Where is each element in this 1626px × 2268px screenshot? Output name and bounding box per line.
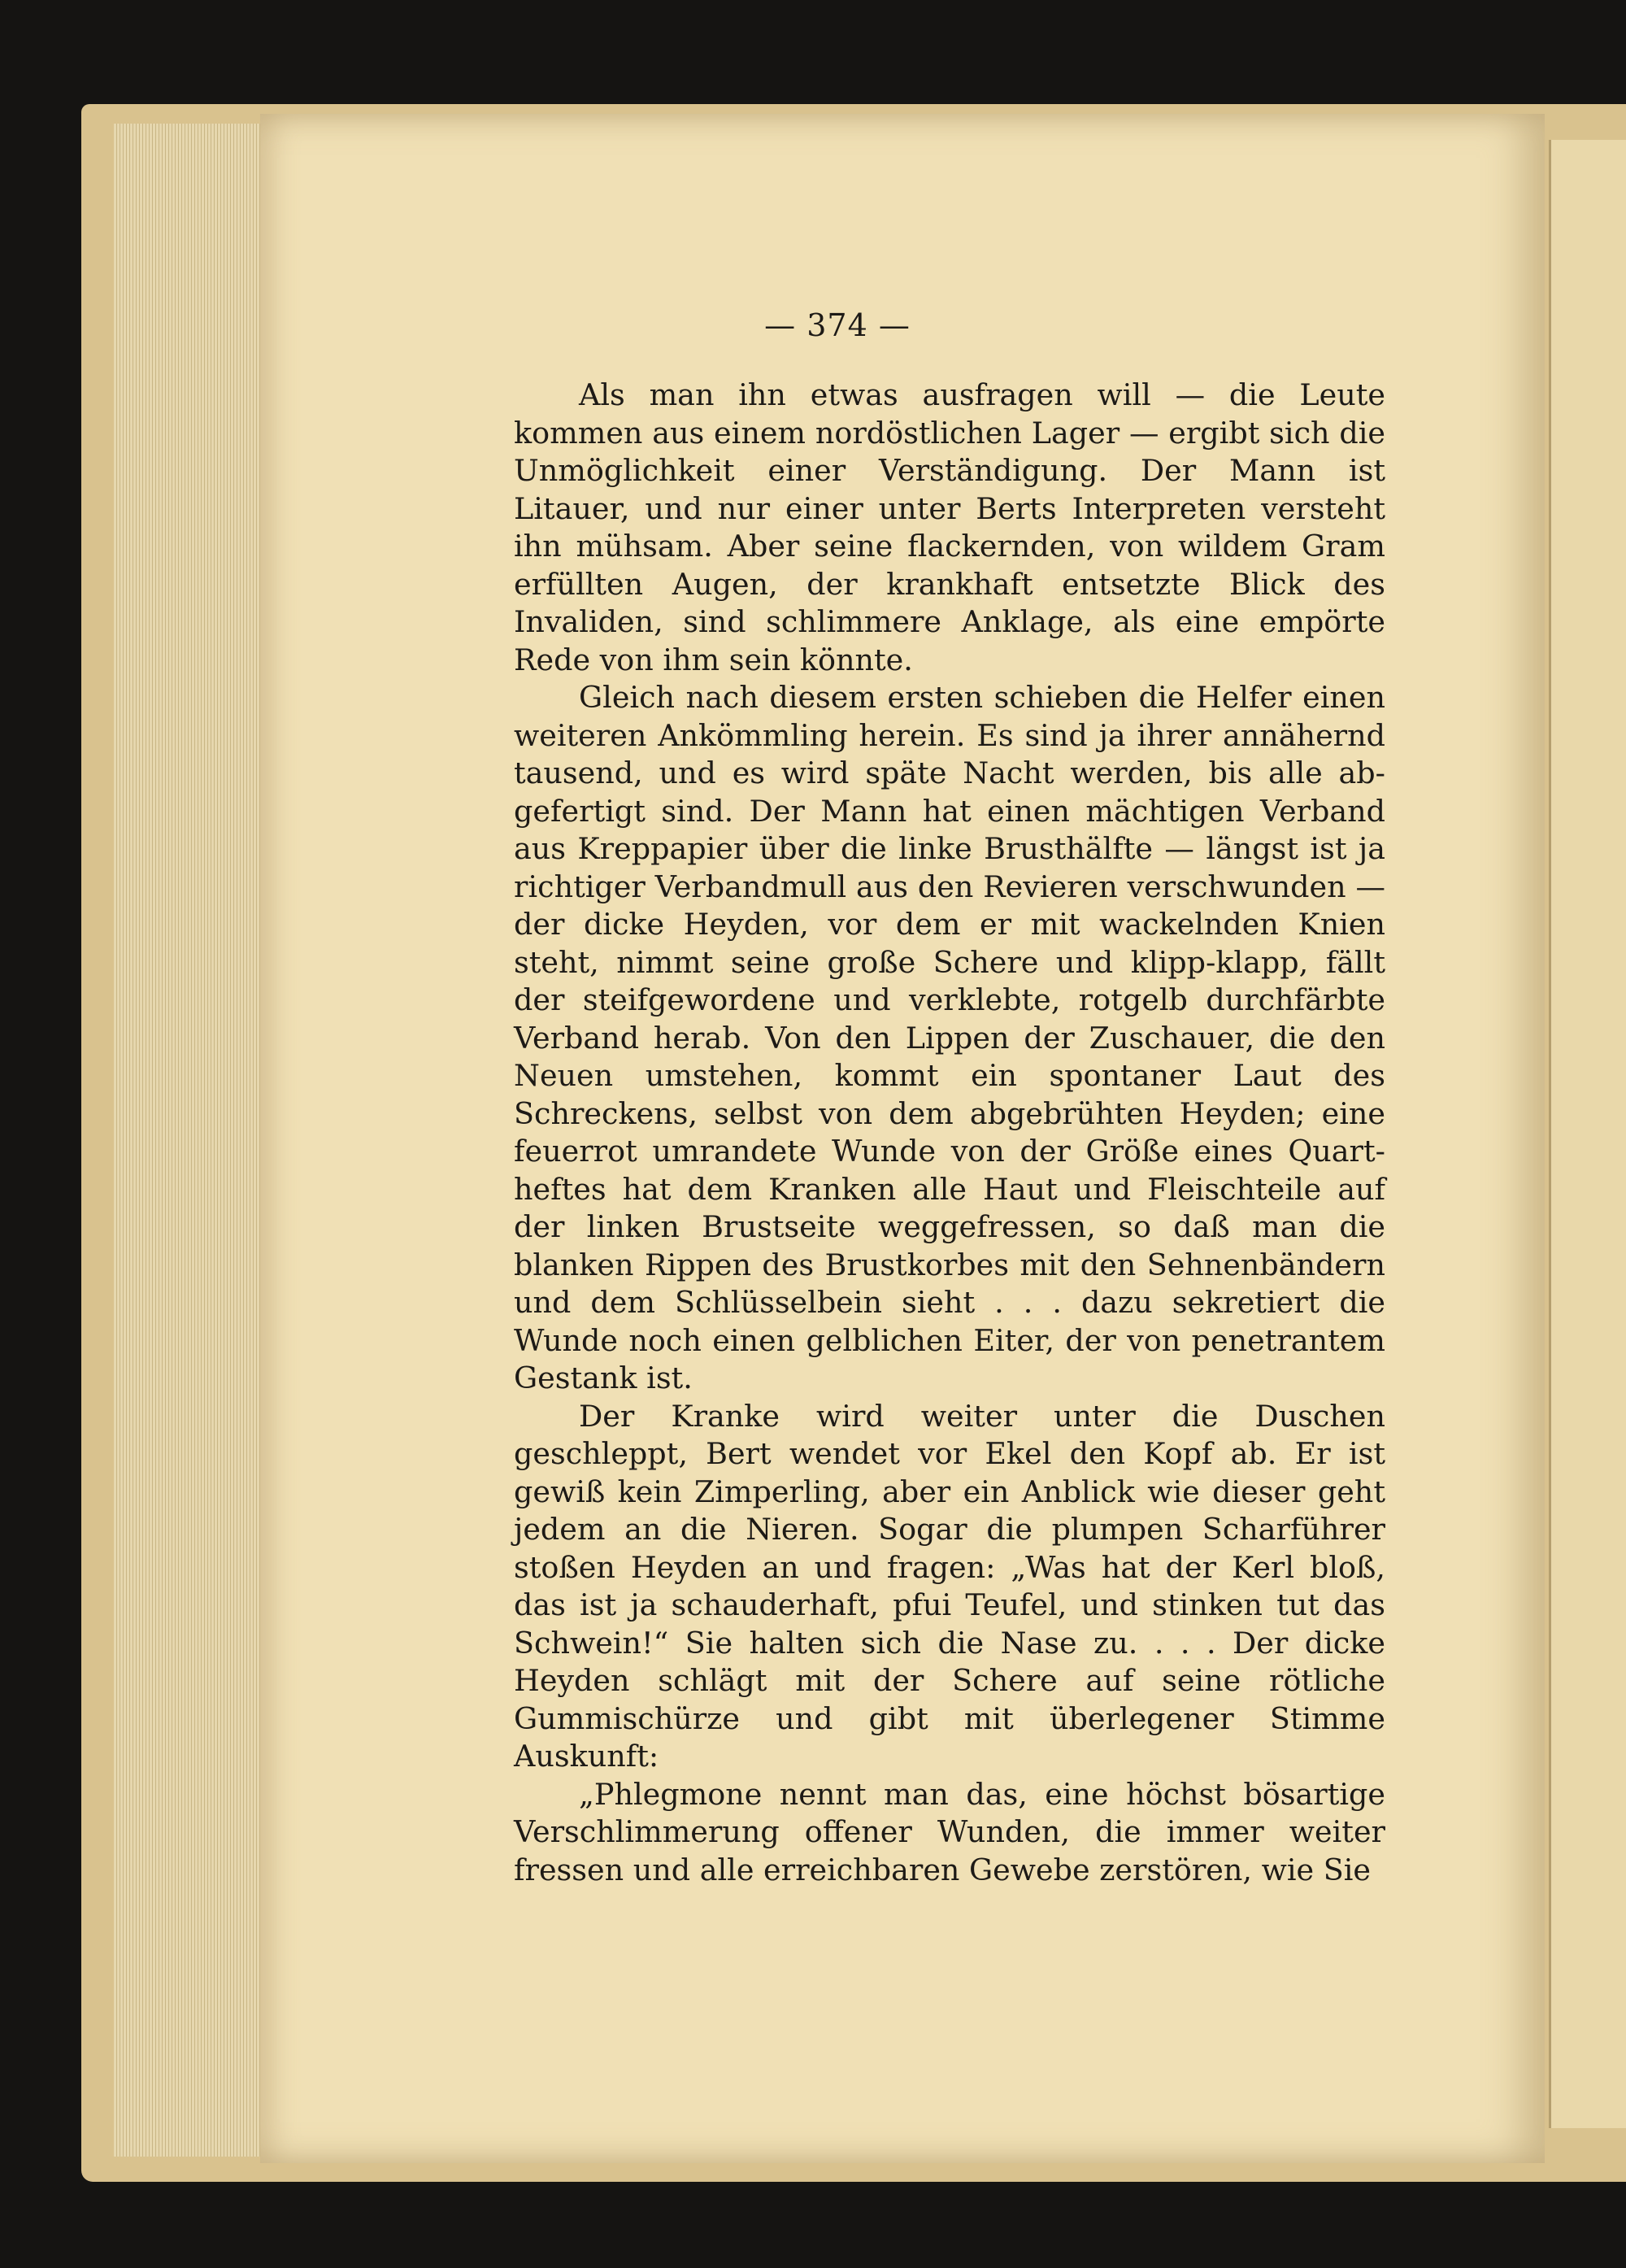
page-text [514, 377, 1385, 1889]
paragraph: Als man ihn etwas ausfragen will — die Leute kommen aus einem nordöstlichen Lager — ergibt sich die Unmöglichkeit einer Verständigung. Der Mann ist Litauer, und nur einer unter Berts Interpreten versteht ihn mühsam. Aber seine flackernden, von wildem Gram erfüllten Augen, der krankhaft entsetzte Blick des Invaliden, sind schlimmere Anklage, als eine empörte Rede von ihm sein könnte. [514, 377, 1385, 677]
paragraph: Gleich nach diesem ersten schieben die Helfer einen weiteren Ankömmling herein. Es sind ja ihrer annähernd tausend, und es wird späte Nacht werden, bis alle abgefertigt sind. Der Mann hat einen mächtigen Verband aus Kreppapier über die linke Brusthälfte — längst ist ja richtiger Verbandmull aus den Revieren verschwunden — der dicke Heyden, vor dem er mit wackelnden Knien steht, nimmt seine große Schere und klipp-klapp, fällt der steifgewordene und verklebte, rotgelb durchfärbte Verband herab. Von den Lippen der Zuschauer, die den Neuen umstehen, kommt ein spontaner Laut des Schreckens, selbst von dem abgebrühten Heyden; eine feuerrot umrandete Wunde von der Größe eines Quartheftes hat dem Kranken alle Haut und Fleischteile auf der linken Brustseite weggefressen, so daß man die blanken Rippen des Brustkorbes mit den Sehnenbändern und dem Schlüsselbein sieht . . . dazu sekretiert die Wunde noch einen gelblichen Eiter, der von penetrantem Gestank ist. [514, 680, 1385, 1395]
page-number: — 374 — [764, 307, 911, 343]
paragraph: Der Kranke wird weiter unter die Duschen geschleppt, Bert wendet vor Ekel den Kopf ab. Er ist gewiß kein Zimperling, aber ein Anblick wie dieser geht jedem an die Nieren. Sogar die plumpen Scharführer stoßen Heyden an und fragen: „Was hat der Kerl bloß, das ist ja schauderhaft, pfui Teufel, und stinken tut das Schwein!“ Sie halten sich die Nase zu. . . . Der dicke Heyden schlägt mit der Schere auf seine rötliche Gummischürze und gibt mit überlegener Stimme Auskunft: [514, 1398, 1385, 1774]
paragraph: „Phlegmone nennt man das, eine höchst bösartige Verschlimmerung offener Wunden, die immer weiter fressen und alle erreichbaren Gewebe zerstören, wie Sie [514, 1776, 1385, 1887]
next-page-edge [1549, 140, 1626, 2128]
page-edges [114, 124, 268, 2157]
